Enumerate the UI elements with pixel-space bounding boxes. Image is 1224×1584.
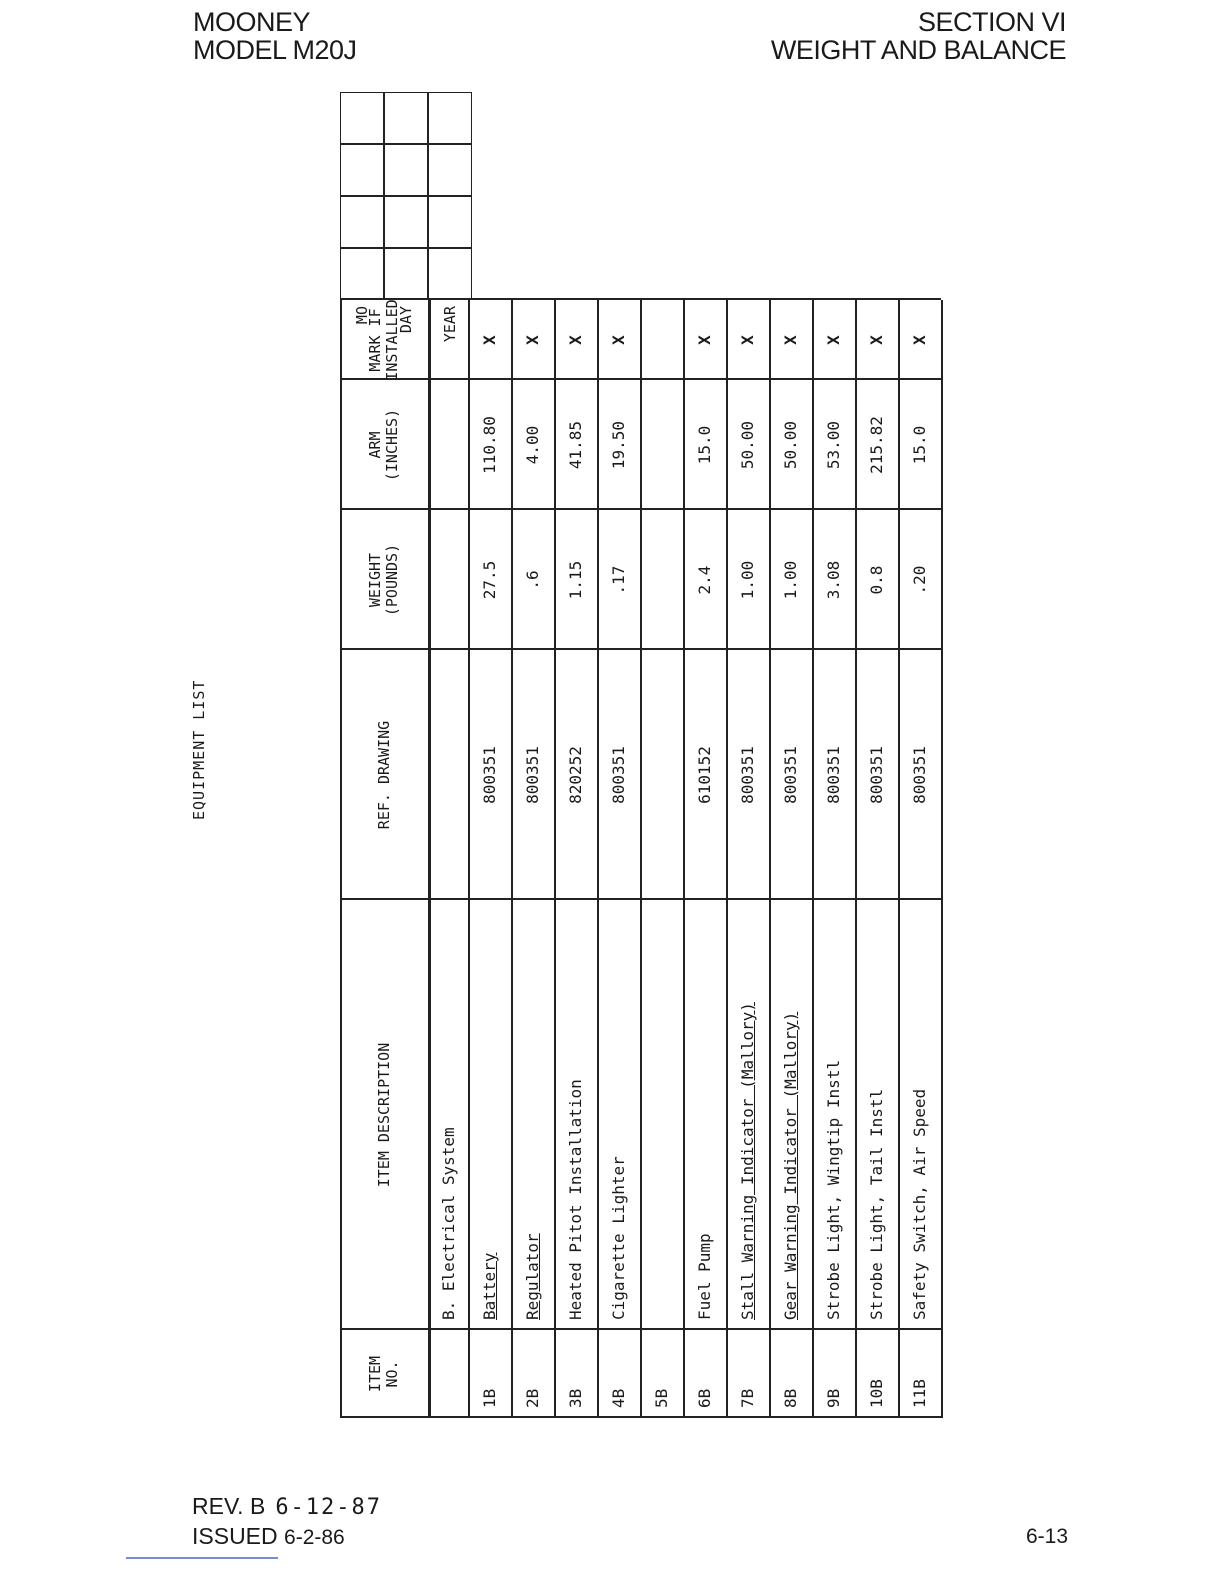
mark-if-installed-cell[interactable]: X xyxy=(910,335,929,345)
arm-cell: 215.82 xyxy=(867,416,886,474)
arm-cell: 15.0 xyxy=(695,425,714,465)
item-no-cell: 9B xyxy=(824,1388,843,1408)
arm-cell: 41.85 xyxy=(566,420,585,470)
page-header-left xyxy=(193,8,357,64)
item-no-header xyxy=(340,1330,428,1418)
mark-if-installed-header-line: INSTALLED xyxy=(383,299,401,381)
arm-cell: 4.00 xyxy=(523,425,542,465)
issued-label: ISSUED xyxy=(192,1523,278,1549)
mark-if-installed-cell[interactable]: X xyxy=(867,335,886,345)
revision-line xyxy=(192,1493,382,1520)
weight-header-line: (POUNDS) xyxy=(383,543,401,617)
arm-cell: 15.0 xyxy=(910,425,929,465)
issued-line xyxy=(192,1523,345,1550)
item-no-cell: 7B xyxy=(738,1388,757,1408)
item-description-cell: Regulator xyxy=(523,1233,542,1320)
item-no-cell: 6B xyxy=(695,1388,714,1408)
section-heading: B. Electrical System xyxy=(438,1127,458,1320)
weight-cell: .6 xyxy=(523,570,542,590)
weight-header xyxy=(340,510,428,650)
footer-rule xyxy=(126,1557,278,1559)
ref-drawing-cell: 800351 xyxy=(867,746,886,804)
weight-cell: .20 xyxy=(910,565,929,595)
ref-drawing-cell: 820252 xyxy=(566,746,585,804)
ref-drawing-cell: 610152 xyxy=(695,746,714,804)
page-number: 6-13 xyxy=(1025,1525,1068,1548)
equipment-table-rotated xyxy=(340,128,1080,1418)
weight-cell: 27.5 xyxy=(480,560,499,600)
date-entry-box[interactable] xyxy=(340,196,384,248)
date-entry-box[interactable] xyxy=(428,248,472,300)
date-entry-box[interactable] xyxy=(340,248,384,300)
mark-if-installed-cell[interactable]: X xyxy=(738,335,757,345)
item-description-cell: Fuel Pump xyxy=(695,1233,714,1320)
mark-if-installed-cell[interactable]: X xyxy=(824,335,843,345)
weight-cell: 1.00 xyxy=(738,560,757,600)
arm-cell: 110.80 xyxy=(480,416,499,474)
arm-cell xyxy=(640,380,683,510)
item-description-cell: Heated Pitot Installation xyxy=(566,1079,585,1320)
mark-if-installed-cell[interactable]: X xyxy=(695,335,714,345)
item-no-cell: 3B xyxy=(566,1388,585,1408)
date-entry-box[interactable] xyxy=(384,92,428,144)
item-description-header xyxy=(340,900,428,1330)
weight-cell xyxy=(640,510,683,650)
weight-cell: 0.8 xyxy=(867,565,886,595)
section-title: WEIGHT AND BALANCE xyxy=(770,35,1066,65)
model: MODEL M20J xyxy=(193,35,357,65)
item-description-cell: Gear Warning Indicator (Mallory) xyxy=(781,1011,800,1320)
date-label-year: YEAR xyxy=(441,306,459,343)
arm-header xyxy=(340,380,428,510)
equipment-list-title: EQUIPMENT LIST xyxy=(190,679,208,820)
mark-if-installed-cell[interactable]: X xyxy=(781,335,800,345)
item-no-header-line: NO. xyxy=(383,1360,401,1388)
page-header-right xyxy=(771,8,1066,64)
ref-drawing-header xyxy=(340,650,428,900)
ref-drawing-cell: 800351 xyxy=(609,746,628,804)
date-label-day: DAY xyxy=(397,306,415,334)
item-description-header-line: ITEM DESCRIPTION xyxy=(374,1042,393,1188)
item-description-cell: Strobe Light, Tail Instl xyxy=(867,1088,886,1320)
mark-if-installed-cell[interactable]: X xyxy=(566,335,585,345)
arm-cell: 50.00 xyxy=(738,420,757,470)
item-description-cell: Safety Switch, Air Speed xyxy=(910,1088,929,1320)
weight-cell: 1.15 xyxy=(566,560,585,600)
weight-cell: .17 xyxy=(609,565,628,595)
date-entry-box[interactable] xyxy=(384,196,428,248)
item-no-cell: 2B xyxy=(523,1388,542,1408)
mark-if-installed-cell[interactable] xyxy=(640,300,683,380)
issued-date: 6-2-86 xyxy=(284,1526,345,1549)
date-entry-box[interactable] xyxy=(384,248,428,300)
ref-drawing-cell: 800351 xyxy=(738,746,757,804)
date-entry-box[interactable] xyxy=(428,144,472,196)
item-description-cell: Battery xyxy=(480,1252,499,1320)
ref-drawing-cell: 800351 xyxy=(824,746,843,804)
section-label: SECTION VI xyxy=(917,7,1066,37)
item-no-cell: 4B xyxy=(609,1388,628,1408)
ref-drawing-cell: 800351 xyxy=(480,746,499,804)
table-border xyxy=(941,300,943,1418)
item-no-cell: 11B xyxy=(910,1379,929,1408)
mark-if-installed-cell[interactable]: X xyxy=(523,335,542,345)
mark-if-installed-header-line: MARK IF xyxy=(366,308,384,372)
revision-label: REV. B xyxy=(192,1493,266,1519)
arm-cell: 53.00 xyxy=(824,420,843,470)
manufacturer: MOONEY xyxy=(193,7,311,37)
item-no-cell: 1B xyxy=(480,1388,499,1408)
weight-cell: 2.4 xyxy=(695,565,714,595)
arm-header-line: (INCHES) xyxy=(383,408,401,482)
weight-cell: 3.08 xyxy=(824,560,843,600)
date-entry-box[interactable] xyxy=(428,196,472,248)
item-no-header-line: ITEM xyxy=(366,1355,384,1393)
ref-drawing-header-line: REF. DRAWING xyxy=(374,720,393,830)
item-no-cell: 5B xyxy=(652,1388,671,1408)
weight-header-line: WEIGHT xyxy=(366,552,384,608)
arm-header-line: ARM xyxy=(366,431,384,459)
item-description-cell: Cigarette Lighter xyxy=(609,1156,628,1320)
ref-drawing-cell: 800351 xyxy=(781,746,800,804)
item-description-cell: Stall Warning Indicator (Mallory) xyxy=(738,1002,757,1320)
date-entry-box[interactable] xyxy=(428,92,472,144)
ref-drawing-cell: 800351 xyxy=(523,746,542,804)
arm-cell: 19.50 xyxy=(609,420,628,470)
weight-cell: 1.00 xyxy=(781,560,800,600)
ref-drawing-cell xyxy=(640,650,683,900)
arm-cell: 50.00 xyxy=(781,420,800,470)
item-no-cell: 8B xyxy=(781,1388,800,1408)
item-description-cell xyxy=(640,900,683,1330)
item-description-cell: Strobe Light, Wingtip Instl xyxy=(824,1059,843,1320)
date-entry-box[interactable] xyxy=(384,144,428,196)
date-entry-box[interactable] xyxy=(340,92,384,144)
ref-drawing-cell: 800351 xyxy=(910,746,929,804)
date-entry-box[interactable] xyxy=(340,144,384,196)
mark-if-installed-cell[interactable]: X xyxy=(609,335,628,345)
revision-date: 6-12-87 xyxy=(275,1495,383,1520)
mark-if-installed-cell[interactable]: X xyxy=(480,335,499,345)
date-label-mo: MO xyxy=(353,306,371,325)
item-no-cell: 10B xyxy=(867,1379,886,1408)
